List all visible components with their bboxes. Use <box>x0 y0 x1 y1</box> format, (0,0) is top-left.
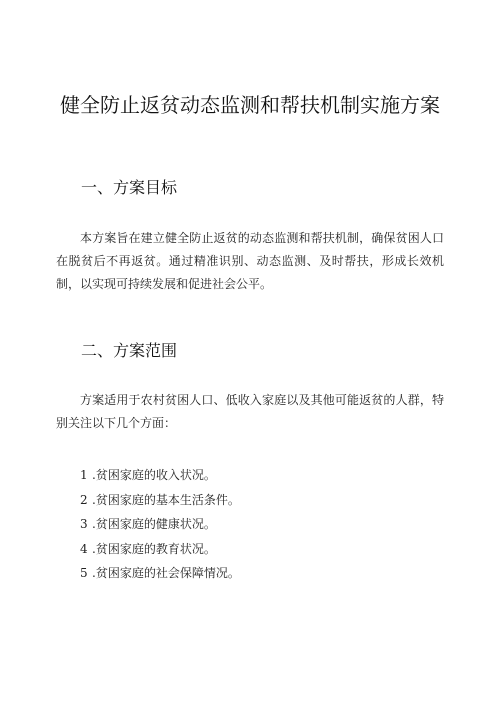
list-item-number: 4 <box>80 541 88 556</box>
list-item-text: .贫困家庭的健康状况。 <box>92 517 216 531</box>
list-item <box>80 467 240 492</box>
list-item-text: .贫困家庭的收入状况。 <box>92 468 216 482</box>
list-item-text: .贫困家庭的基本生活条件。 <box>92 492 240 507</box>
list-item <box>80 516 240 541</box>
scope-list <box>80 467 240 590</box>
section-heading-goals: 一、方案目标 <box>81 178 178 197</box>
list-item-number: 3 <box>80 517 88 531</box>
section-paragraph-goals: 本方案旨在建立健全防止返贫的动态监测和帮扶机制，确保贫困人口在脱贫后不再返贫。通过精准识别、动态监测、及时帮扶，形成长效机制，以实现可持续发展和促进社会公平。 <box>56 231 444 291</box>
list-item-text: .贫困家庭的社会保障情况。 <box>92 566 240 580</box>
list-item-number: 1 <box>80 468 88 482</box>
list-item <box>80 492 240 517</box>
list-item-text: .贫困家庭的教育状况。 <box>92 541 216 556</box>
section-heading-scope: 二、方案范围 <box>81 341 178 360</box>
list-item <box>80 565 240 590</box>
document-title: 健全防止返贫动态监测和帮扶机制实施方案 <box>60 93 440 117</box>
section-paragraph-scope: 方案适用于农村贫困人口、低收入家庭以及其他可能返贫的人群，特别关注以下几个方面： <box>56 393 444 430</box>
list-item <box>80 541 240 566</box>
list-item-number: 2 <box>80 492 88 507</box>
list-item-number: 5 <box>80 566 88 580</box>
